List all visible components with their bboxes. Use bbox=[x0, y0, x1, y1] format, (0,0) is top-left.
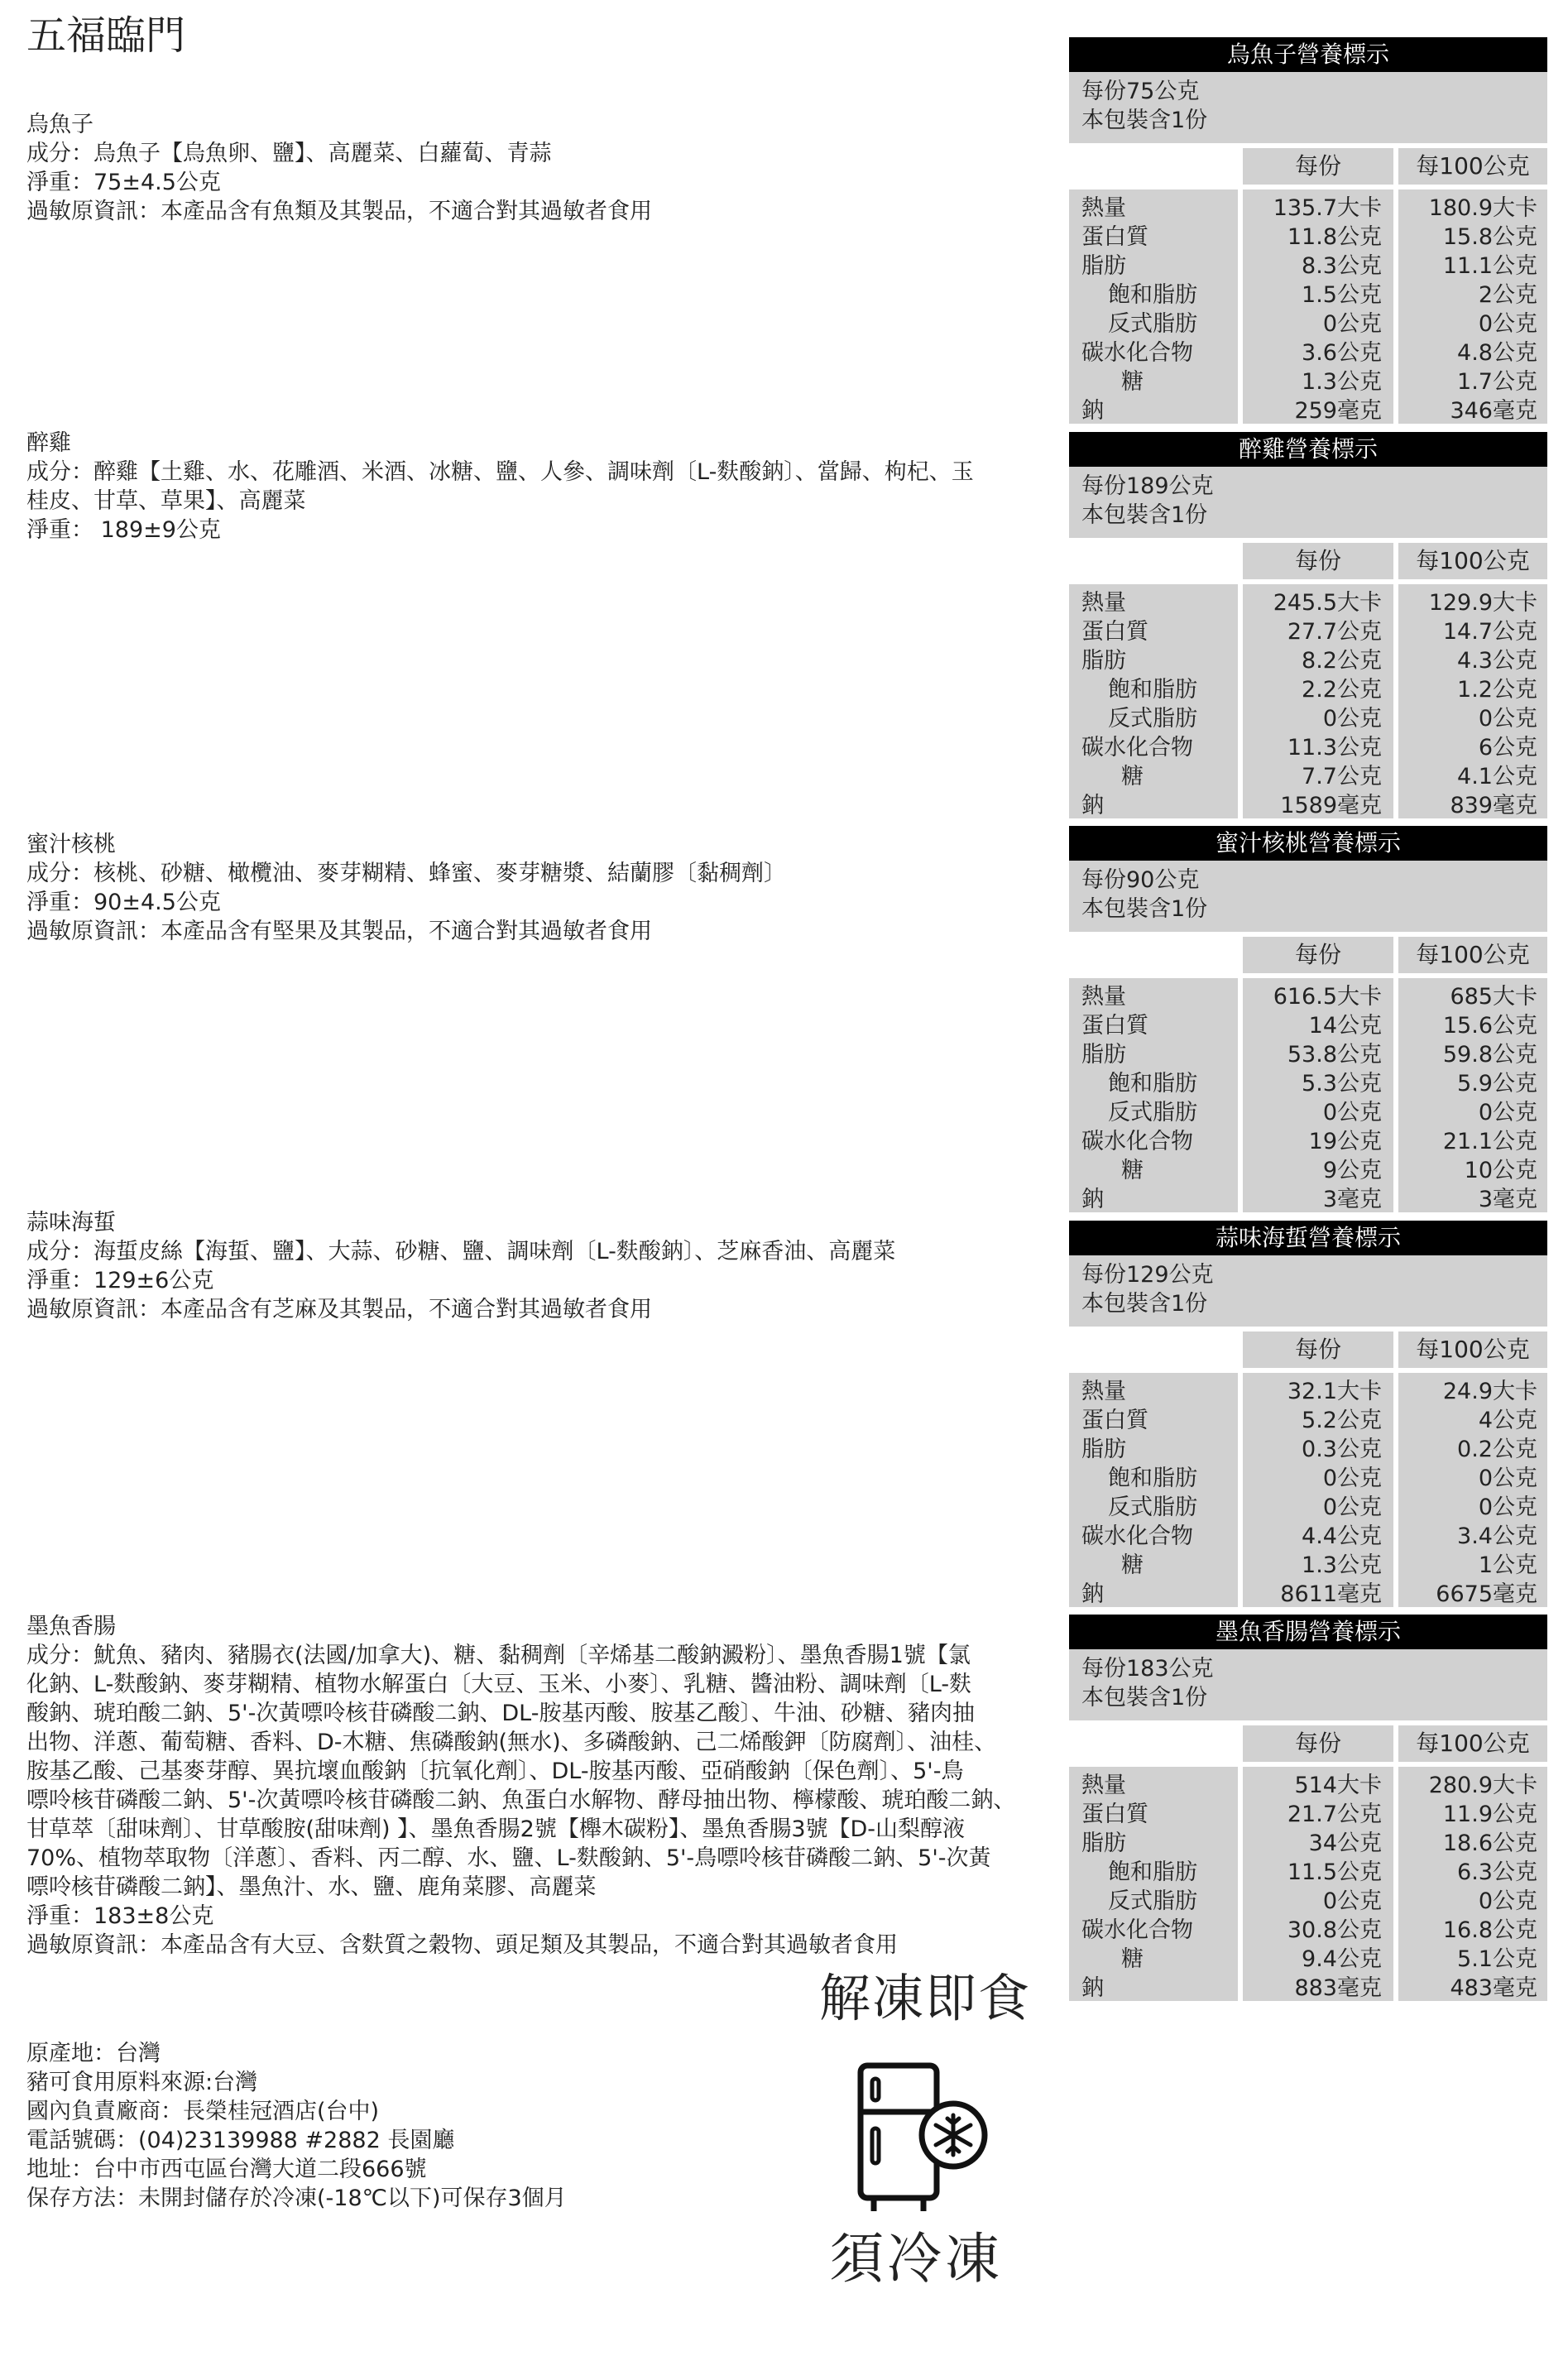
product-ingredients-cont: 嘌呤核苷磷酸二鈉】、墨魚汁、水、鹽、鹿角菜膠、高麗菜 bbox=[26, 1874, 597, 1900]
per-100g-value: 18.6公克 bbox=[1442, 1831, 1537, 1856]
storage-line: 保存方法：未開封儲存於冷凍(-18℃以下)可保存3個月 bbox=[26, 2186, 567, 2211]
per-100g-value: 0公克 bbox=[1478, 311, 1537, 337]
per-serving-value: 0公克 bbox=[1322, 1466, 1382, 1491]
product-allergen-info: 過敏原資訊：本產品含有堅果及其製品，不適合對其過敏者食用 bbox=[26, 919, 652, 944]
serving-size: 每份75公克 bbox=[1081, 79, 1200, 104]
per-100g-value: 11.9公克 bbox=[1442, 1802, 1537, 1827]
product-ingredients: 成分：魷魚、豬肉、豬腸衣(法國/加拿大)、糖、黏稠劑〔辛烯基二酸鈉澱粉〕、墨魚香腸1號【氯 bbox=[26, 1643, 971, 1668]
nutrient-name: 鈉 bbox=[1081, 793, 1104, 818]
per-serving-value: 0.3公克 bbox=[1302, 1437, 1382, 1462]
col-header-per-100g: 每100公克 bbox=[1398, 1332, 1547, 1368]
nutrient-name: 碳水化合物 bbox=[1081, 1523, 1193, 1549]
product-net-weight: 淨重：75±4.5公克 bbox=[26, 170, 221, 195]
nutrient-name: 熱量 bbox=[1081, 1379, 1126, 1404]
servings-per-package: 本包裝含1份 bbox=[1081, 1291, 1208, 1317]
product-ingredients: 成分：海蜇皮絲【海蜇、鹽】、大蒜、砂糖、鹽、調味劑〔L-麩酸鈉〕、芝麻香油、高麗菜 bbox=[26, 1239, 896, 1264]
per-serving-value: 259毫克 bbox=[1294, 398, 1382, 424]
address-line: 地址：台中市西屯區台灣大道二段666號 bbox=[26, 2157, 427, 2182]
per-serving-value: 30.8公克 bbox=[1287, 1917, 1382, 1943]
per-serving-value: 2.2公克 bbox=[1302, 677, 1382, 703]
per-serving-value: 0公克 bbox=[1322, 1495, 1382, 1520]
per-100g-value: 839毫克 bbox=[1450, 793, 1537, 818]
nutrient-name: 脂肪 bbox=[1081, 648, 1126, 674]
per-serving-value: 21.7公克 bbox=[1287, 1802, 1382, 1827]
per-serving-value: 8.2公克 bbox=[1302, 648, 1382, 674]
nutrient-names-column bbox=[1069, 1767, 1238, 2001]
product-net-weight: 淨重： 189±9公克 bbox=[26, 517, 221, 543]
product-block-honey-walnut bbox=[26, 830, 1061, 946]
col-header-per-serving: 每份 bbox=[1243, 148, 1393, 185]
per-100g-value: 1公克 bbox=[1478, 1552, 1537, 1578]
per-serving-value: 19公克 bbox=[1308, 1129, 1382, 1154]
fridge-snowflake-icon bbox=[844, 2061, 993, 2218]
col-header-per-serving: 每份 bbox=[1243, 1725, 1393, 1762]
product-ingredients-cont: 70%、植物萃取物〔洋蔥〕、香料、丙二醇、水、鹽、L-麩酸鈉、5'-鳥嘌呤核苷磷酸二鈉、5'-次黃 bbox=[26, 1845, 991, 1871]
per-100g-value: 346毫克 bbox=[1450, 398, 1537, 424]
serving-size: 每份183公克 bbox=[1081, 1656, 1214, 1682]
per-100g-column bbox=[1398, 584, 1547, 818]
nutrient-name: 飽和脂肪 bbox=[1108, 1071, 1197, 1096]
per-100g-value: 2公克 bbox=[1478, 282, 1537, 308]
per-100g-value: 14.7公克 bbox=[1442, 619, 1537, 645]
col-header-per-100g: 每100公克 bbox=[1398, 1725, 1547, 1762]
per-100g-value: 0公克 bbox=[1478, 1100, 1537, 1125]
nutrient-name: 蛋白質 bbox=[1081, 619, 1148, 645]
nutrient-name: 鈉 bbox=[1081, 398, 1104, 424]
panel-serving-info bbox=[1069, 467, 1547, 538]
panel-title: 蒜味海蜇營養標示 bbox=[1069, 1221, 1547, 1255]
per-100g-value: 685大卡 bbox=[1450, 984, 1537, 1010]
nutrient-name: 糖 bbox=[1121, 369, 1144, 395]
per-serving-value: 883毫克 bbox=[1294, 1975, 1382, 2001]
per-serving-value: 5.2公克 bbox=[1302, 1408, 1382, 1433]
servings-per-package: 本包裝含1份 bbox=[1081, 502, 1208, 528]
product-ingredients: 成分：核桃、砂糖、橄欖油、麥芽糊精、蜂蜜、麥芽糖漿、結蘭膠〔黏稠劑〕 bbox=[26, 861, 786, 886]
nutrient-name: 鈉 bbox=[1081, 1187, 1104, 1212]
nutrient-name: 碳水化合物 bbox=[1081, 735, 1193, 761]
panel-nutrient-table bbox=[1069, 1767, 1547, 2001]
phone-line: 電話號碼：(04)23139988 #2882 長園廳 bbox=[26, 2128, 455, 2153]
col-header-per-serving: 每份 bbox=[1243, 1332, 1393, 1368]
col-header-per-100g: 每100公克 bbox=[1398, 937, 1547, 973]
per-serving-value: 616.5大卡 bbox=[1273, 984, 1382, 1010]
panel-column-headers bbox=[1069, 148, 1547, 185]
panel-title: 烏魚子營養標示 bbox=[1069, 37, 1547, 72]
nutrient-name: 糖 bbox=[1121, 1946, 1144, 1972]
per-100g-value: 0公克 bbox=[1478, 706, 1537, 732]
per-serving-value: 245.5大卡 bbox=[1273, 590, 1382, 616]
per-100g-value: 3.4公克 bbox=[1457, 1523, 1537, 1549]
panel-nutrient-table bbox=[1069, 1373, 1547, 1607]
per-100g-column bbox=[1398, 1767, 1547, 2001]
panel-title: 醉雞營養標示 bbox=[1069, 432, 1547, 467]
col-header-per-100g: 每100公克 bbox=[1398, 543, 1547, 579]
product-ingredients-cont: 酸鈉、琥珀酸二鈉、5'-次黃嘌呤核苷磷酸二鈉、DL-胺基丙酸、胺基乙酸〕、牛油、砂糖、豬肉抽 bbox=[26, 1701, 975, 1726]
per-serving-column bbox=[1243, 1767, 1393, 2001]
product-ingredients-cont: 甘草萃〔甜味劑〕、甘草酸胺(甜味劑) 】、墨魚香腸2號【櫸木碳粉】、墨魚香腸3號【D-山梨醇液 bbox=[26, 1816, 966, 1842]
per-100g-value: 0公克 bbox=[1478, 1495, 1537, 1520]
product-net-weight: 淨重：129±6公克 bbox=[26, 1268, 214, 1293]
nutrient-name: 反式脂肪 bbox=[1108, 1495, 1197, 1520]
nutrient-name: 飽和脂肪 bbox=[1108, 1859, 1197, 1885]
panel-title: 蜜汁核桃營養標示 bbox=[1069, 826, 1547, 861]
nutrient-name: 糖 bbox=[1121, 1158, 1144, 1183]
product-ingredients: 成分：醉雞【土雞、水、花雕酒、米酒、冰糖、鹽、人參、調味劑〔L-麩酸鈉〕、當歸、枸杞、玉 bbox=[26, 459, 974, 485]
product-name: 墨魚香腸 bbox=[26, 1614, 116, 1639]
col-header-per-serving: 每份 bbox=[1243, 543, 1393, 579]
per-100g-value: 1.7公克 bbox=[1457, 369, 1537, 395]
per-100g-value: 3毫克 bbox=[1478, 1187, 1537, 1212]
product-ingredients: 成分：烏魚子【烏魚卵、鹽】、高麗菜、白蘿蔔、青蒜 bbox=[26, 141, 552, 166]
per-100g-value: 0公克 bbox=[1478, 1466, 1537, 1491]
per-serving-column bbox=[1243, 978, 1393, 1212]
nutrient-name: 飽和脂肪 bbox=[1108, 282, 1197, 308]
per-serving-value: 4.4公克 bbox=[1302, 1523, 1382, 1549]
panel-nutrient-table bbox=[1069, 190, 1547, 424]
product-name: 蒜味海蜇 bbox=[26, 1210, 116, 1236]
nutrient-name: 蛋白質 bbox=[1081, 1802, 1148, 1827]
per-serving-value: 9.4公克 bbox=[1302, 1946, 1382, 1972]
per-serving-value: 8.3公克 bbox=[1302, 253, 1382, 279]
per-serving-value: 11.3公克 bbox=[1287, 735, 1382, 761]
product-ingredients-cont: 嘌呤核苷磷酸二鈉、5'-次黃嘌呤核苷磷酸二鈉、魚蛋白水解物、酵母抽出物、檸檬酸、琥珀酸二鈉、 bbox=[26, 1787, 1016, 1813]
per-serving-value: 1589毫克 bbox=[1280, 793, 1382, 818]
nutrient-name: 飽和脂肪 bbox=[1108, 1466, 1197, 1491]
nutrient-name: 脂肪 bbox=[1081, 253, 1126, 279]
nutrient-name: 脂肪 bbox=[1081, 1831, 1126, 1856]
per-serving-value: 0公克 bbox=[1322, 706, 1382, 732]
nutrient-name: 糖 bbox=[1121, 764, 1144, 789]
per-100g-value: 4.1公克 bbox=[1457, 764, 1537, 789]
per-100g-value: 4.3公克 bbox=[1457, 648, 1537, 674]
per-100g-value: 129.9大卡 bbox=[1428, 590, 1537, 616]
nutrition-panel-mullet-roe bbox=[1069, 37, 1547, 424]
panel-column-headers bbox=[1069, 1332, 1547, 1368]
per-100g-value: 16.8公克 bbox=[1442, 1917, 1537, 1943]
per-100g-value: 1.2公克 bbox=[1457, 677, 1537, 703]
panel-column-headers bbox=[1069, 543, 1547, 579]
per-serving-value: 0公克 bbox=[1322, 1888, 1382, 1914]
product-block-mullet-roe bbox=[26, 110, 1061, 226]
panel-serving-info bbox=[1069, 72, 1547, 143]
nutrient-name: 碳水化合物 bbox=[1081, 1917, 1193, 1943]
per-serving-value: 32.1大卡 bbox=[1287, 1379, 1382, 1404]
product-ingredients-cont: 出物、洋蔥、葡萄糖、香料、D-木糖、焦磷酸鈉(無水)、多磷酸鈉、己二烯酸鉀〔防腐劑〕、油桂、 bbox=[26, 1730, 997, 1755]
nutrient-name: 糖 bbox=[1121, 1552, 1144, 1578]
page-title: 五福臨門 bbox=[26, 12, 186, 59]
per-serving-value: 3毫克 bbox=[1322, 1187, 1382, 1212]
product-net-weight: 淨重：183±8公克 bbox=[26, 1903, 214, 1929]
per-serving-value: 14公克 bbox=[1308, 1013, 1382, 1039]
panel-column-headers bbox=[1069, 1725, 1547, 1762]
per-100g-value: 59.8公克 bbox=[1442, 1042, 1537, 1068]
per-serving-value: 1.5公克 bbox=[1302, 282, 1382, 308]
per-100g-value: 11.1公克 bbox=[1442, 253, 1537, 279]
per-100g-value: 10公克 bbox=[1464, 1158, 1537, 1183]
per-100g-value: 0.2公克 bbox=[1457, 1437, 1537, 1462]
nutrient-names-column bbox=[1069, 1373, 1238, 1607]
panel-serving-info bbox=[1069, 1649, 1547, 1720]
nutrient-name: 熱量 bbox=[1081, 984, 1126, 1010]
product-block-garlic-jellyfish bbox=[26, 1208, 1061, 1324]
nutrient-name: 熱量 bbox=[1081, 1773, 1126, 1798]
nutrient-name: 蛋白質 bbox=[1081, 224, 1148, 250]
col-header-per-serving: 每份 bbox=[1243, 937, 1393, 973]
per-100g-value: 24.9大卡 bbox=[1442, 1379, 1537, 1404]
nutrient-name: 碳水化合物 bbox=[1081, 340, 1193, 366]
footer-info bbox=[26, 2039, 567, 2213]
origin-line: 原產地：台灣 bbox=[26, 2041, 161, 2066]
per-serving-value: 3.6公克 bbox=[1302, 340, 1382, 366]
col-header-per-100g: 每100公克 bbox=[1398, 148, 1547, 185]
servings-per-package: 本包裝含1份 bbox=[1081, 108, 1208, 133]
nutrient-names-column bbox=[1069, 584, 1238, 818]
serving-size: 每份189公克 bbox=[1081, 473, 1214, 499]
per-serving-value: 11.8公克 bbox=[1287, 224, 1382, 250]
serving-size: 每份90公克 bbox=[1081, 867, 1200, 893]
per-100g-value: 180.9大卡 bbox=[1428, 195, 1537, 221]
panel-title: 墨魚香腸營養標示 bbox=[1069, 1615, 1547, 1649]
per-100g-value: 483毫克 bbox=[1450, 1975, 1537, 2001]
thaw-ready-label: 解凍即食 bbox=[819, 1968, 1032, 2028]
per-serving-value: 0公克 bbox=[1322, 311, 1382, 337]
per-serving-value: 135.7大卡 bbox=[1273, 195, 1382, 221]
per-100g-value: 5.1公克 bbox=[1457, 1946, 1537, 1972]
nutrient-names-column bbox=[1069, 978, 1238, 1212]
pork-source-line: 豬可食用原料來源:台灣 bbox=[26, 2070, 258, 2095]
product-name: 醉雞 bbox=[26, 430, 71, 456]
nutrient-name: 飽和脂肪 bbox=[1108, 677, 1197, 703]
per-100g-value: 5.9公克 bbox=[1457, 1071, 1537, 1096]
per-100g-value: 6公克 bbox=[1478, 735, 1537, 761]
nutrition-panel-drunken-chicken bbox=[1069, 432, 1547, 818]
nutrition-panel-squid-sausage bbox=[1069, 1615, 1547, 2001]
per-100g-column bbox=[1398, 1373, 1547, 1607]
nutrient-name: 鈉 bbox=[1081, 1975, 1104, 2001]
per-serving-column bbox=[1243, 1373, 1393, 1607]
panel-serving-info bbox=[1069, 861, 1547, 932]
nutrient-name: 鈉 bbox=[1081, 1581, 1104, 1607]
product-net-weight: 淨重：90±4.5公克 bbox=[26, 890, 221, 915]
panel-nutrient-table bbox=[1069, 978, 1547, 1212]
product-allergen-info: 過敏原資訊：本產品含有魚類及其製品，不適合對其過敏者食用 bbox=[26, 199, 652, 224]
per-serving-column bbox=[1243, 584, 1393, 818]
servings-per-package: 本包裝含1份 bbox=[1081, 1685, 1208, 1711]
product-name: 蜜汁核桃 bbox=[26, 832, 116, 857]
product-block-squid-sausage bbox=[26, 1612, 1061, 1960]
per-100g-value: 280.9大卡 bbox=[1428, 1773, 1537, 1798]
per-100g-value: 6.3公克 bbox=[1457, 1859, 1537, 1885]
per-100g-value: 21.1公克 bbox=[1442, 1129, 1537, 1154]
per-serving-value: 34公克 bbox=[1308, 1831, 1382, 1856]
per-serving-value: 1.3公克 bbox=[1302, 1552, 1382, 1578]
nutrient-name: 反式脂肪 bbox=[1108, 706, 1197, 732]
per-serving-column bbox=[1243, 190, 1393, 424]
panel-serving-info bbox=[1069, 1255, 1547, 1327]
product-allergen-info: 過敏原資訊：本產品含有芝麻及其製品，不適合對其過敏者食用 bbox=[26, 1297, 652, 1322]
nutrient-name: 脂肪 bbox=[1081, 1437, 1126, 1462]
nutrient-name: 蛋白質 bbox=[1081, 1408, 1148, 1433]
nutrient-name: 熱量 bbox=[1081, 590, 1126, 616]
nutrient-names-column bbox=[1069, 190, 1238, 424]
keep-frozen-label: 須冷凍 bbox=[829, 2227, 1003, 2291]
product-name: 烏魚子 bbox=[26, 112, 94, 137]
nutrient-name: 反式脂肪 bbox=[1108, 311, 1197, 337]
nutrient-name: 熱量 bbox=[1081, 195, 1126, 221]
per-100g-value: 4公克 bbox=[1478, 1408, 1537, 1433]
per-100g-value: 0公克 bbox=[1478, 1888, 1537, 1914]
product-ingredients-cont: 化鈉、L-麩酸鈉、麥芽糊精、植物水解蛋白〔大豆、玉米、小麥〕、乳糖、醬油粉、調味劑〔L-麩 bbox=[26, 1672, 972, 1697]
per-serving-value: 514大卡 bbox=[1294, 1773, 1382, 1798]
per-serving-value: 27.7公克 bbox=[1287, 619, 1382, 645]
panel-nutrient-table bbox=[1069, 584, 1547, 818]
nutrient-name: 反式脂肪 bbox=[1108, 1100, 1197, 1125]
manufacturer-line: 國內負責廠商：長榮桂冠酒店(台中) bbox=[26, 2099, 380, 2124]
panel-column-headers bbox=[1069, 937, 1547, 973]
per-serving-value: 1.3公克 bbox=[1302, 369, 1382, 395]
per-100g-value: 4.8公克 bbox=[1457, 340, 1537, 366]
per-serving-value: 53.8公克 bbox=[1287, 1042, 1382, 1068]
per-100g-value: 15.8公克 bbox=[1442, 224, 1537, 250]
per-serving-value: 11.5公克 bbox=[1287, 1859, 1382, 1885]
product-allergen-info: 過敏原資訊：本產品含有大豆、含麩質之穀物、頭足類及其製品，不適合對其過敏者食用 bbox=[26, 1932, 898, 1958]
servings-per-package: 本包裝含1份 bbox=[1081, 896, 1208, 922]
per-serving-value: 8611毫克 bbox=[1280, 1581, 1382, 1607]
serving-size: 每份129公克 bbox=[1081, 1262, 1214, 1288]
nutrient-name: 蛋白質 bbox=[1081, 1013, 1148, 1039]
nutrient-name: 脂肪 bbox=[1081, 1042, 1126, 1068]
per-serving-value: 7.7公克 bbox=[1302, 764, 1382, 789]
per-100g-value: 6675毫克 bbox=[1436, 1581, 1537, 1607]
nutrient-name: 碳水化合物 bbox=[1081, 1129, 1193, 1154]
nutrient-name: 反式脂肪 bbox=[1108, 1888, 1197, 1914]
nutrition-panel-garlic-jellyfish bbox=[1069, 1221, 1547, 1607]
per-serving-value: 9公克 bbox=[1322, 1158, 1382, 1183]
per-100g-column bbox=[1398, 190, 1547, 424]
per-100g-value: 15.6公克 bbox=[1442, 1013, 1537, 1039]
per-serving-value: 0公克 bbox=[1322, 1100, 1382, 1125]
product-ingredients-cont: 胺基乙酸、己基麥芽醇、異抗壞血酸鈉〔抗氧化劑〕、DL-胺基丙酸、亞硝酸鈉〔保色劑〕、5'-鳥 bbox=[26, 1759, 964, 1784]
per-serving-value: 5.3公克 bbox=[1302, 1071, 1382, 1096]
product-ingredients-cont: 桂皮、甘草、草果】、高麗菜 bbox=[26, 488, 306, 514]
product-block-drunken-chicken bbox=[26, 429, 1061, 545]
nutrition-panel-honey-walnut bbox=[1069, 826, 1547, 1212]
per-100g-column bbox=[1398, 978, 1547, 1212]
